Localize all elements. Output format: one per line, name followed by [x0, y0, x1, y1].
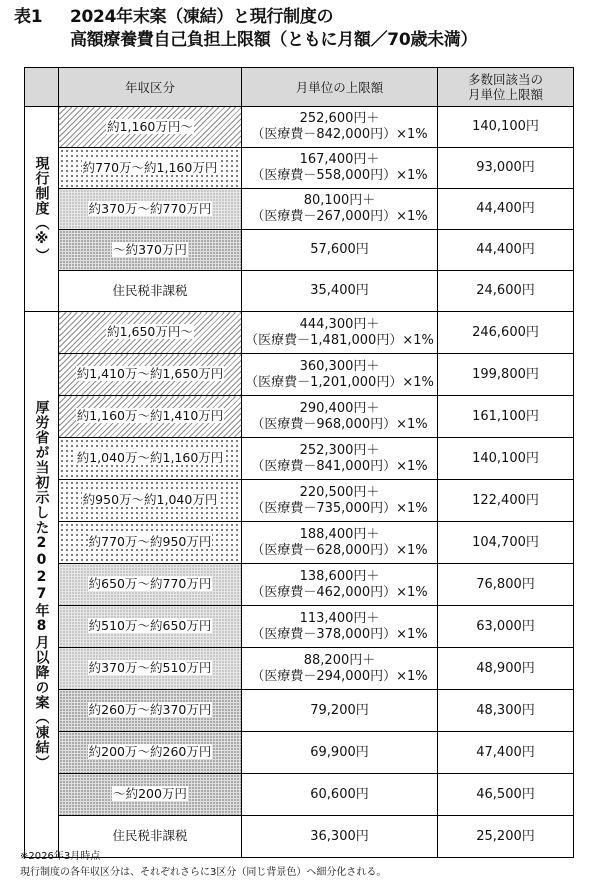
- income-bracket: 約770万～約950万円: [88, 534, 212, 549]
- table-row: [25, 648, 574, 690]
- header-blank: [25, 68, 59, 107]
- monthly-limit-cell: [242, 312, 438, 354]
- group-label: 厚労省が当初示した2027年8月以降の案（凍結）: [33, 399, 50, 770]
- income-bracket: ～約370万円: [113, 241, 187, 257]
- table-row: [25, 732, 574, 774]
- income-bracket-cell: [59, 396, 242, 438]
- title-line-1: [14, 6, 594, 29]
- table-row: [25, 606, 574, 648]
- income-bracket: 約1,040万～約1,160万円: [76, 450, 224, 465]
- monthly-limit-formula: （医療費－1,201,000円）×1%: [245, 374, 434, 390]
- monthly-limit-base: 444,300円＋: [299, 316, 380, 332]
- multiple-limit-cell: 93,000円: [438, 148, 574, 189]
- monthly-limit-formula: （医療費－294,000円）×1%: [251, 668, 428, 684]
- income-bracket-cell: [59, 271, 242, 312]
- multiple-limit-cell: 44,400円: [438, 230, 574, 271]
- monthly-limit-base: 290,400円＋: [299, 400, 380, 416]
- income-bracket: ～約200万円: [113, 786, 187, 801]
- group-label: 現行制度（※）: [33, 155, 50, 263]
- income-bracket: 約1,160万～約1,410万円: [76, 408, 224, 423]
- income-bracket-cell: [59, 732, 242, 774]
- monthly-limit-cell: [242, 354, 438, 396]
- title-line-2: 高額療養費自己負担上限額（ともに月額／70歳未満）: [70, 30, 478, 50]
- footnotes: [20, 849, 590, 881]
- monthly-limit-base: 36,300円: [310, 828, 369, 844]
- monthly-limit-cell: [242, 522, 438, 564]
- table-row: [25, 312, 574, 354]
- monthly-limit-cell: [242, 271, 438, 312]
- monthly-limit-base: 80,100円＋: [303, 193, 376, 208]
- income-bracket: 約1,160万円～: [107, 118, 193, 134]
- monthly-limit-formula: （医療費－968,000円）×1%: [251, 416, 428, 432]
- multiple-limit-cell: 24,600円: [438, 271, 574, 312]
- title-text-1: 2024年末案（凍結）と現行制度の: [70, 7, 334, 27]
- header-monthly-limit: 月単位の上限額: [242, 68, 438, 107]
- multiple-limit-cell: 25,200円: [438, 816, 574, 858]
- income-bracket: 住民税非課税: [112, 282, 188, 298]
- monthly-limit-cell: [242, 690, 438, 732]
- monthly-limit-formula: （医療費－841,000円）×1%: [251, 458, 428, 474]
- income-bracket: 約1,650万円～: [107, 324, 193, 339]
- income-bracket-cell: [59, 774, 242, 816]
- table-row: [25, 271, 574, 312]
- footnote-1: ※2026年3月時点: [20, 851, 101, 862]
- table-body: [25, 107, 574, 858]
- multiple-limit-cell: 104,700円: [438, 522, 574, 564]
- header-income: 年収区分: [59, 68, 242, 107]
- monthly-limit-cell: [242, 480, 438, 522]
- income-bracket: 約370万～約510万円: [88, 660, 212, 675]
- table-row: [25, 480, 574, 522]
- monthly-limit-base: 79,200円: [310, 702, 369, 718]
- multiple-limit-cell: 48,300円: [438, 690, 574, 732]
- monthly-limit-cell: [242, 732, 438, 774]
- multiple-limit-cell: 46,500円: [438, 774, 574, 816]
- income-bracket-cell: [59, 148, 242, 189]
- income-bracket: 約200万～約260万円: [88, 744, 212, 759]
- monthly-limit-base: 252,600円＋: [299, 111, 380, 126]
- monthly-limit-formula: （医療費－462,000円）×1%: [251, 584, 428, 600]
- monthly-limit-cell: [242, 107, 438, 148]
- monthly-limit-base: 57,600円: [310, 242, 369, 257]
- income-bracket: 約1,410万～約1,650万円: [76, 366, 224, 381]
- monthly-limit-cell: [242, 648, 438, 690]
- table-row: [25, 396, 574, 438]
- multiple-limit-cell: 246,600円: [438, 312, 574, 354]
- monthly-limit-base: 69,900円: [310, 744, 369, 760]
- monthly-limit-formula: （医療費－842,000円）×1%: [251, 127, 428, 142]
- multiple-limit-cell: 199,800円: [438, 354, 574, 396]
- income-bracket: 約370万～約770万円: [88, 200, 212, 216]
- income-bracket-cell: [59, 648, 242, 690]
- income-bracket-cell: [59, 312, 242, 354]
- income-bracket-cell: [59, 480, 242, 522]
- monthly-limit-formula: （医療費－628,000円）×1%: [251, 542, 428, 558]
- income-bracket: 約770万～約1,160万円: [82, 159, 218, 175]
- monthly-limit-cell: [242, 564, 438, 606]
- table-number: 表1: [14, 7, 43, 27]
- table-row: [25, 564, 574, 606]
- income-bracket-cell: [59, 354, 242, 396]
- income-bracket-cell: [59, 522, 242, 564]
- income-bracket-cell: [59, 690, 242, 732]
- table-row: [25, 230, 574, 271]
- multiple-limit-cell: 47,400円: [438, 732, 574, 774]
- income-bracket-cell: [59, 107, 242, 148]
- multiple-limit-cell: 63,000円: [438, 606, 574, 648]
- group-label-cell: [25, 312, 59, 858]
- table-row: [25, 354, 574, 396]
- table-row: [25, 690, 574, 732]
- footnote-2: 現行制度の各年収区分は、それぞれさらに3区分（同じ背景色）へ細分化される。: [20, 867, 387, 878]
- monthly-limit-cell: [242, 774, 438, 816]
- income-bracket-cell: [59, 606, 242, 648]
- income-bracket-cell: [59, 564, 242, 606]
- income-bracket: 住民税非課税: [112, 828, 188, 843]
- header-row: [25, 68, 574, 107]
- monthly-limit-base: 138,600円＋: [299, 568, 380, 584]
- multiple-limit-cell: 161,100円: [438, 396, 574, 438]
- multiple-limit-cell: 140,100円: [438, 438, 574, 480]
- monthly-limit-base: 88,200円＋: [303, 652, 376, 668]
- monthly-limit-formula: （医療費－267,000円）×1%: [251, 209, 428, 224]
- multiple-limit-cell: 122,400円: [438, 480, 574, 522]
- income-bracket: 約950万～約1,040万円: [82, 492, 218, 507]
- multiple-limit-cell: 140,100円: [438, 107, 574, 148]
- monthly-limit-cell: [242, 189, 438, 230]
- header-multiple-limit: 多数回該当の 月単位上限額: [438, 68, 574, 107]
- income-bracket-cell: [59, 230, 242, 271]
- monthly-limit-formula: （医療費－1,481,000円）×1%: [245, 332, 434, 348]
- monthly-limit-base: 252,300円＋: [299, 442, 380, 458]
- monthly-limit-base: 167,400円＋: [299, 152, 380, 167]
- monthly-limit-base: 220,500円＋: [299, 484, 380, 500]
- table-row: [25, 522, 574, 564]
- monthly-limit-cell: [242, 148, 438, 189]
- table-row: [25, 189, 574, 230]
- multiple-limit-cell: 76,800円: [438, 564, 574, 606]
- income-bracket: 約260万～約370万円: [88, 702, 212, 717]
- table-row: [25, 774, 574, 816]
- copay-limit-table: [24, 67, 574, 858]
- monthly-limit-base: 188,400円＋: [299, 526, 380, 542]
- table-row: [25, 148, 574, 189]
- monthly-limit-base: 60,600円: [310, 786, 369, 802]
- monthly-limit-base: 35,400円: [310, 283, 369, 298]
- monthly-limit-base: 113,400円＋: [299, 610, 380, 626]
- group-label-cell: [25, 107, 59, 312]
- table-row: [25, 438, 574, 480]
- monthly-limit-formula: （医療費－558,000円）×1%: [251, 168, 428, 183]
- income-bracket-cell: [59, 189, 242, 230]
- table-row: [25, 107, 574, 148]
- income-bracket-cell: [59, 438, 242, 480]
- monthly-limit-cell: [242, 230, 438, 271]
- multiple-limit-cell: 44,400円: [438, 189, 574, 230]
- monthly-limit-cell: [242, 396, 438, 438]
- multiple-limit-cell: 48,900円: [438, 648, 574, 690]
- monthly-limit-cell: [242, 606, 438, 648]
- monthly-limit-base: 360,300円＋: [299, 358, 380, 374]
- monthly-limit-formula: （医療費－378,000円）×1%: [251, 626, 428, 642]
- monthly-limit-cell: [242, 438, 438, 480]
- table-title: [14, 6, 594, 52]
- monthly-limit-formula: （医療費－735,000円）×1%: [251, 500, 428, 516]
- income-bracket: 約650万～約770万円: [88, 576, 212, 591]
- income-bracket: 約510万～約650万円: [88, 618, 212, 633]
